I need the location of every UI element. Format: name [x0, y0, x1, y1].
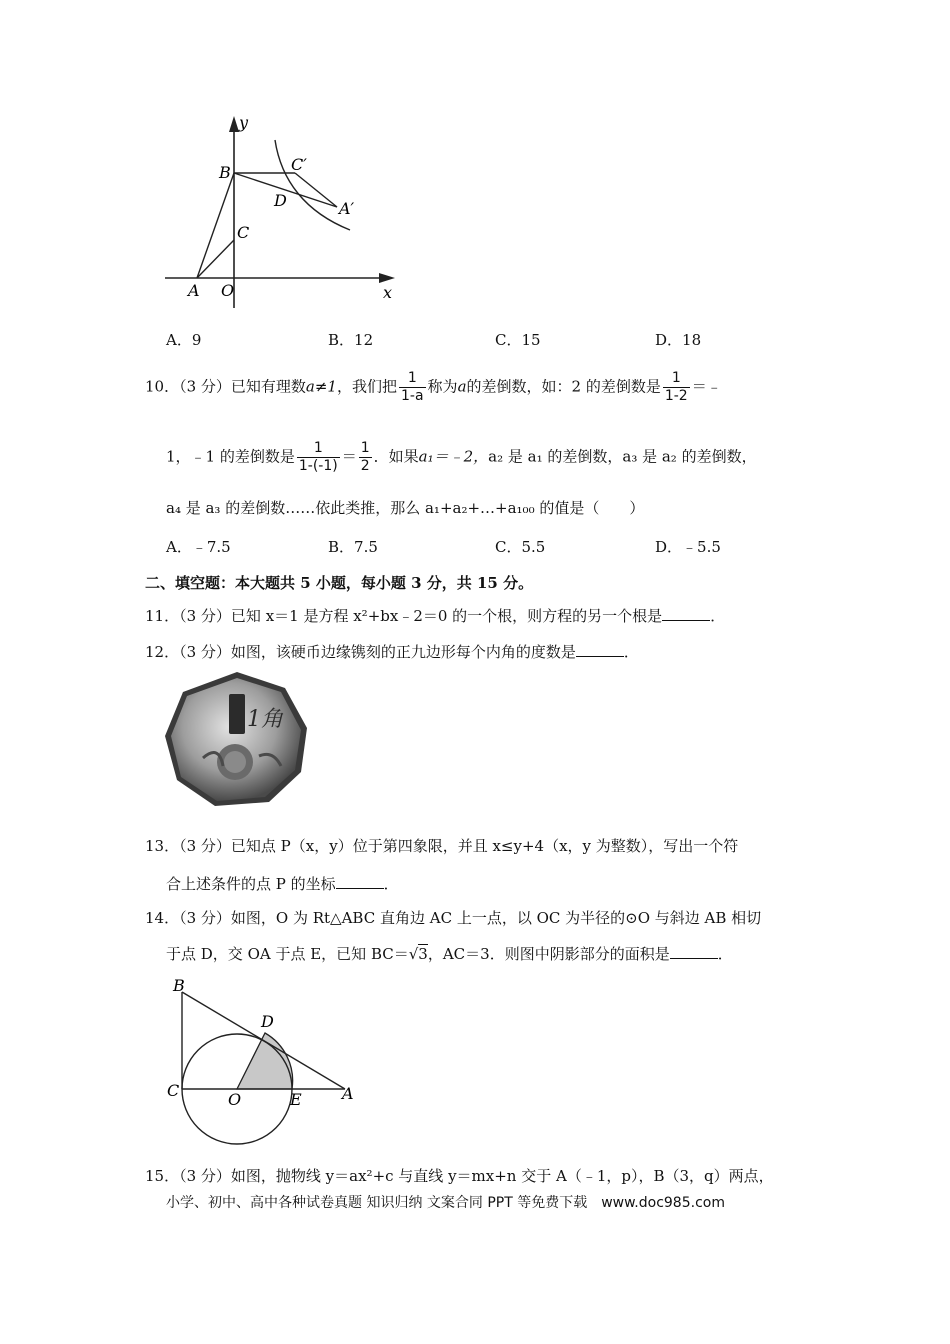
q15-line1	[145, 1166, 774, 1186]
q10-option-b: B．7.5	[328, 538, 378, 556]
q10-fraction-2	[663, 370, 690, 405]
q10-a: a	[457, 377, 467, 396]
frac2-num: 1	[671, 370, 681, 386]
label-y: y	[239, 113, 249, 132]
q9-option-b: B．12	[328, 331, 374, 349]
label-x: x	[383, 283, 393, 302]
q10-fraction-4	[359, 440, 372, 475]
q13-end: ．	[383, 875, 399, 893]
q10-text-4: 的差倒数，如：2 的差倒数是	[466, 377, 661, 396]
q10-text-6: 1，﹣1 的差倒数是	[166, 447, 295, 466]
q10-text-10: a₂ 是 a₁ 的差倒数，a₃ 是 a₂ 的差倒数，	[488, 447, 757, 466]
frac4-den: 2	[360, 458, 370, 474]
label-C-prime: C′	[291, 155, 307, 174]
label-D: D	[274, 191, 287, 210]
q14-text-1: （3 分）如图，O 为 Rt△ABC 直角边 AC 上一点，以 OC 为半径的⊙O 与斜边 AB 相切	[179, 909, 762, 927]
q10-score: （3 分）	[179, 377, 231, 396]
q12-text: （3 分）如图，该硬币边缘镌刻的正九边形每个内角的度数是	[179, 643, 576, 661]
q15-text-1: （3 分）如图，抛物线 y＝ax²+c 与直线 y＝mx+n 交于 A（﹣1，p），B（3，q）两点，	[179, 1167, 774, 1185]
q14-figure	[165, 975, 365, 1150]
q10-text-8: ．如果	[373, 447, 419, 466]
q13-number: 13．	[145, 837, 180, 855]
coin-lettering: 1角	[247, 707, 283, 732]
q9-option-d: D．18	[655, 331, 702, 349]
x-axis-arrow	[379, 273, 395, 283]
q10-option-d: D．﹣5.5	[655, 538, 721, 556]
label-E: E	[290, 1090, 302, 1109]
q10-text-2: ，我们把	[336, 377, 397, 396]
q13-line1	[145, 836, 738, 856]
label-O: O	[228, 1090, 242, 1109]
q10-line3: a₄ 是 a₃ 的差倒数……依此类推，那么 a₁+a₂+…+a₁₀₀ 的值是（ ）	[166, 499, 645, 517]
frac4-num: 1	[360, 440, 370, 456]
q10-fraction-3	[297, 440, 340, 475]
q10-text-7: ＝	[341, 447, 357, 466]
q10-text-1: 已知有理数	[230, 377, 306, 396]
q11-text-a: （3 分）已知	[179, 607, 266, 625]
q10-line1	[145, 370, 722, 405]
q15-number: 15．	[145, 1167, 180, 1185]
q14-text-2b: ，AC＝3．则图中阴影部分的面积是	[427, 945, 670, 963]
q10-a-ne-1: a≠1	[305, 377, 337, 396]
label-B: B	[219, 163, 231, 182]
q9-option-c: C．15	[495, 331, 541, 349]
q10-text-3: 称为	[427, 377, 458, 396]
q10-number: 10．	[145, 377, 180, 396]
label-C: C	[167, 1081, 180, 1100]
y-axis-arrow	[229, 116, 239, 132]
q12-answer-blank[interactable]	[576, 642, 624, 657]
frac1-num: 1	[407, 370, 417, 386]
footer-text: 小学、初中、高中各种试卷真题 知识归纳 文案合同 PPT 等免费下载 www.doc985.com	[166, 1195, 725, 1211]
q11-line	[145, 606, 725, 626]
q13-answer-blank[interactable]	[336, 874, 384, 889]
section-2-heading: 二、填空题：本大题共 5 小题，每小题 3 分，共 15 分。	[145, 574, 534, 592]
q11-text-b: x＝1 是方程 x²+bx﹣2＝0 的一个根，则方程的另一个根是	[265, 607, 663, 625]
q10-option-a: A．﹣7.5	[166, 538, 231, 556]
q14-end: ．	[717, 945, 733, 963]
label-A: A	[342, 1084, 354, 1103]
q13-line2	[166, 874, 399, 894]
q10-line2	[166, 440, 757, 475]
q11-answer-blank[interactable]	[662, 606, 710, 621]
q10-text-9: a₁＝﹣2，	[418, 447, 489, 466]
frac1-den: 1-a	[401, 388, 424, 404]
q11-end: ．	[710, 607, 726, 625]
q11-number: 11．	[145, 607, 180, 625]
q14-number: 14．	[145, 909, 180, 927]
label-C: C	[237, 223, 250, 242]
q13-text-2: 合上述条件的点 P 的坐标	[166, 875, 336, 893]
label-A-prime: A′	[339, 199, 355, 218]
q14-line2	[166, 944, 733, 964]
q9-figure	[155, 110, 405, 315]
coin-image	[163, 670, 311, 808]
q12-number: 12．	[145, 643, 180, 661]
q14-answer-blank[interactable]	[670, 944, 718, 959]
label-D: D	[261, 1012, 274, 1031]
q10-text-5: ＝﹣	[691, 377, 722, 396]
q13-text-1: （3 分）已知点 P（x，y）位于第四象限，并且 x≤y+4（x，y 为整数），写出一个符	[179, 837, 739, 855]
q10-fraction-1	[399, 370, 426, 405]
q9-option-a: A．9	[166, 331, 202, 349]
sqrt-symbol: √	[408, 945, 419, 963]
label-A: A	[188, 281, 200, 300]
q10-option-c: C．5.5	[495, 538, 546, 556]
label-B: B	[173, 976, 185, 995]
q12-line	[145, 642, 639, 662]
frac3-num: 1	[313, 440, 323, 456]
q14-sqrt-value: 3	[418, 945, 428, 963]
label-O: O	[221, 281, 235, 300]
q14-line1	[145, 908, 761, 928]
q12-end: ．	[623, 643, 639, 661]
frac3-den: 1-(-1)	[298, 458, 338, 474]
q14-text-2a: 于点 D，交 OA 于点 E，已知 BC＝	[166, 945, 409, 963]
frac2-den: 1-2	[664, 388, 688, 404]
